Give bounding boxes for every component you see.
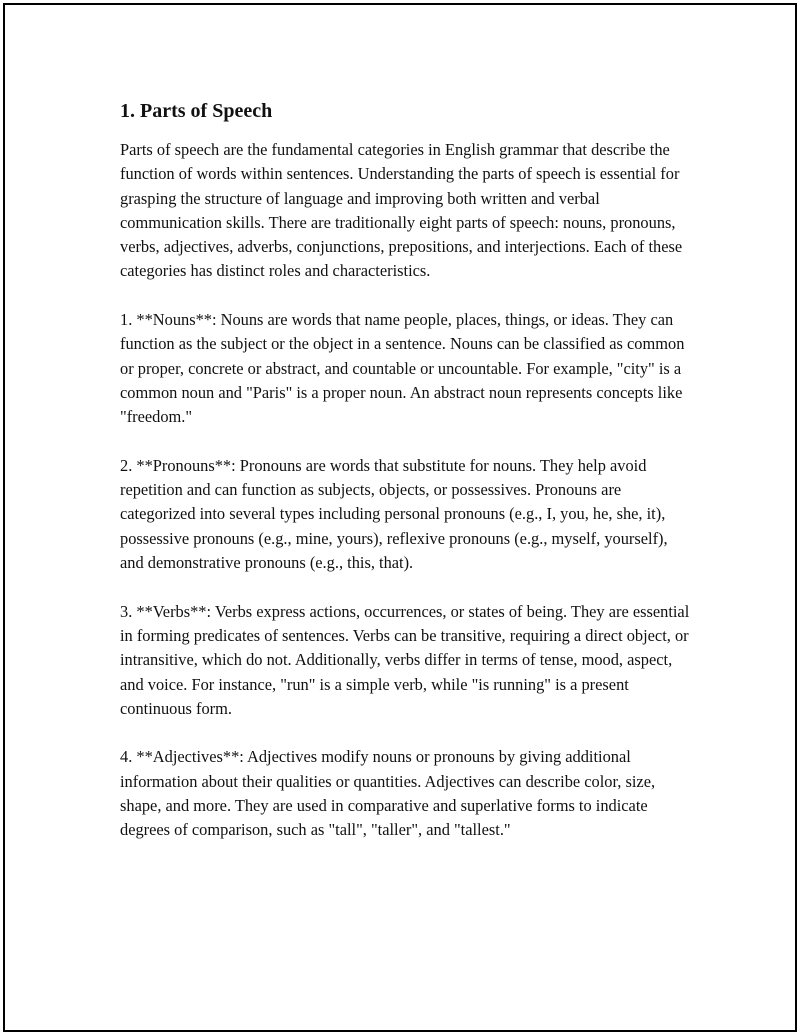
pronouns-paragraph: 2. **Pronouns**: Pronouns are words that substitute for nouns. They help avoid repetition and can function as subjects, objects, or possessives. Pronouns are categorized into several types including personal pronouns (e.g., I, you, he, she, it), possessive pronouns (e.g., mine, yours), reflexive pronouns (e.g., myself, yourself), and demonstrative pronouns (e.g., this, that). bbox=[120, 455, 668, 573]
nouns-paragraph: 1. **Nouns**: Nouns are words that name people, places, things, or ideas. They can function as the subject or the object in a sentence. Nouns can be classified as common or proper, concrete or abstract, and countable or uncountable. For example, "city" is a common noun and "Paris" is a proper noun. An abstract noun represents concepts like "freedom." bbox=[120, 310, 685, 427]
section-heading: 1. Parts of Speech bbox=[120, 100, 273, 122]
intro-paragraph: Parts of speech are the fundamental categories in English grammar that describe the function of words within sentences. Understanding the parts of speech is essential for grasping the structure of language and improving both written and verbal communication skills. There are traditionally eight parts of speech: nouns, pronouns, verbs, adjectives, adverbs, conjunctions, prepositions, and interjections. Each of these categories has distinct roles and characteristics. bbox=[120, 140, 683, 281]
adjectives-paragraph: 4. **Adjectives**: Adjectives modify nouns or pronouns by giving additional information about their qualities or quantities. Adjectives can describe color, size, shape, and more. They are used in comparative and superlative forms to indicate degrees of comparison, such as "tall", "taller", and "tallest." bbox=[120, 747, 656, 840]
document-body bbox=[120, 98, 695, 867]
verbs-paragraph: 3. **Verbs**: Verbs express actions, occurrences, or states of being. They are essential in forming predicates of sentences. Verbs can be transitive, requiring a direct object, or intransitive, which do not. Additionally, verbs differ in terms of tense, mood, aspect, and voice. For instance, "run" is a simple verb, while "is running" is a present continuous form. bbox=[120, 601, 690, 718]
document-page bbox=[3, 3, 797, 1032]
